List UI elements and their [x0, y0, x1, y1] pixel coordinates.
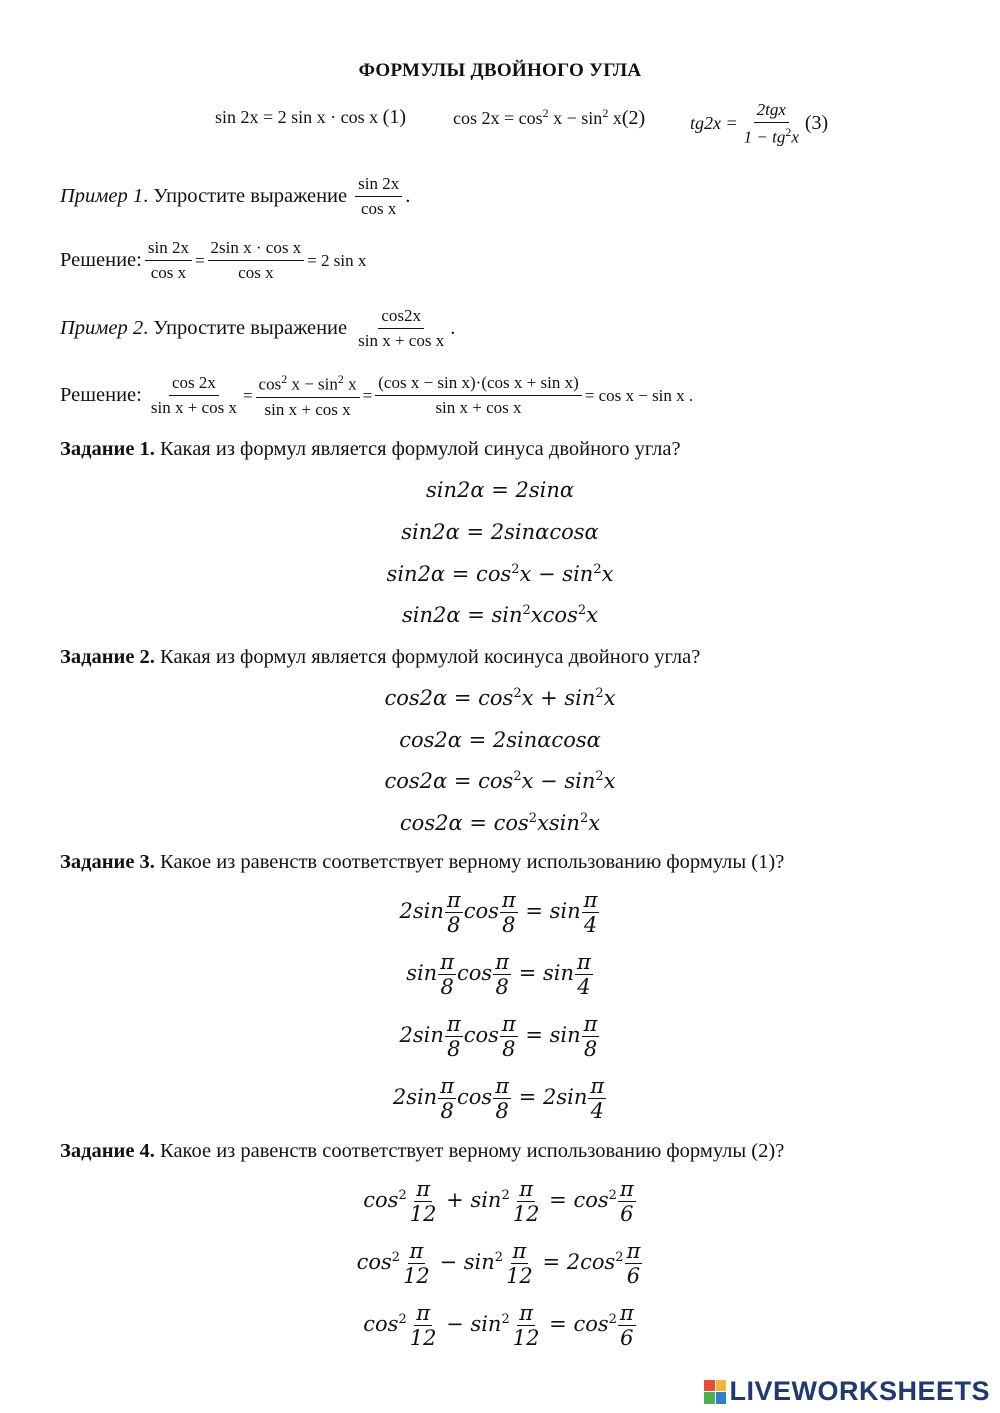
task-3-question: Задание 3. Какое из равенств соответствует верному использованию формулы (1)? [60, 851, 785, 873]
task-3-option-1[interactable]: 2sin $\frac{\pi}{8}$ cos $\frac{\pi}{8}$ = sin $\frac{\pi}{4}$ [399, 888, 598, 937]
task-2-question: Задание 2. Какая из формул является формулой косинуса двойного угла? [60, 646, 701, 668]
liveworksheets-logo [704, 1376, 990, 1407]
task-1-option-3[interactable]: $\sin 2\alpha = \cos^2x - \sin^2x$ [386, 562, 614, 586]
task-2-option-4[interactable]: $\cos 2\alpha = \cos^2xsin^2x$ [399, 811, 601, 835]
solution-2: Решение: $\frac{\cos 2x}{\text{sin x + cos x}}$ = $\frac{\cos^2 x - \sin^2 x}{\text{sin x + cos x}}$ = $\frac{\text{(cos x − sin x)·(cos x + sin x)}}{\text{sin x + cos x}}$ = cos x − sin x . [60, 372, 694, 419]
task-4-question: Задание 4. Какое из равенств соответствует верному использованию формулы (2)? [60, 1140, 785, 1162]
example-2: Пример 2 . Упростите выражение $\frac{\cos 2x}{\text{sin x + cos x}}$ . [60, 306, 456, 350]
task-2-option-2[interactable]: cos2α = 2sinαcosα [399, 728, 601, 752]
task-3-option-3[interactable]: 2sin $\frac{\pi}{8}$ cos $\frac{\pi}{8}$ = sin $\frac{\pi}{8}$ [399, 1012, 598, 1061]
logo-text: LIVEWORKSHEETS [729, 1376, 990, 1406]
task-1-option-1[interactable]: sin2α = 2sinα [425, 478, 575, 502]
task-1-question: Задание 1. Какая из формул является формулой синуса двойного угла? [60, 438, 681, 460]
logo-square [716, 1392, 727, 1404]
task-1-option-4[interactable]: $\sin 2\alpha = \sin^2xcos^2x$ [402, 603, 598, 627]
formula-1: sin 2x = 2 sin x · cos x (1) [215, 106, 406, 128]
solution-1: Решение: $\frac{\sin 2x}{\text{cos x}}$ = $\frac{\text{2sin x · cos x}}{\text{cos x}}$ = 2 sin x [60, 238, 367, 282]
logo-square [704, 1392, 715, 1404]
task-4-option-2[interactable]: $\cos^2$ $\frac{\pi}{12}$ − $\sin^2$ $\frac{\pi}{12}$ = $2\cos^2$ $\frac{\pi}{6}$ [356, 1239, 641, 1288]
logo-badge-icon [704, 1380, 726, 1404]
task-4-option-3[interactable]: $\cos^2$ $\frac{\pi}{12}$ − $\sin^2$ $\frac{\pi}{12}$ = $\cos^2$ $\frac{\pi}{6}$ [363, 1301, 634, 1350]
task-2-option-1[interactable]: $\cos 2\alpha = \cos^2x + \sin^2x$ [384, 686, 616, 710]
example-1: Пример 1 . Упростите выражение $\frac{\sin 2x}{\text{cos x}}$ . [60, 174, 411, 218]
task-1-option-2[interactable]: sin2α = 2sinαcosα [401, 520, 599, 544]
task-4-option-1[interactable]: $\cos^2$ $\frac{\pi}{12}$ + $\sin^2$ $\frac{\pi}{12}$ = $\cos^2$ $\frac{\pi}{6}$ [363, 1177, 634, 1226]
task-2-option-3[interactable]: $\cos 2\alpha = \cos^2x - \sin^2x$ [384, 769, 616, 793]
formula-2: $\cos 2x = \cos^2 x - \sin^2 x(2)$ [453, 106, 646, 129]
page-title: ФОРМУЛЫ ДВОЙНОГО УГЛА [358, 60, 642, 81]
task-3-option-2[interactable]: sin $\frac{\pi}{8}$ cos $\frac{\pi}{8}$ = sin $\frac{\pi}{4}$ [406, 950, 591, 999]
formula-3: tg2x = $\frac{\text{2tgx}}{1 - tg^2x}$ (3) [690, 100, 829, 147]
task-3-option-4[interactable]: 2sin $\frac{\pi}{8}$ cos $\frac{\pi}{8}$ = 2sin $\frac{\pi}{4}$ [392, 1074, 605, 1123]
logo-square [704, 1380, 715, 1392]
logo-square [716, 1380, 727, 1392]
